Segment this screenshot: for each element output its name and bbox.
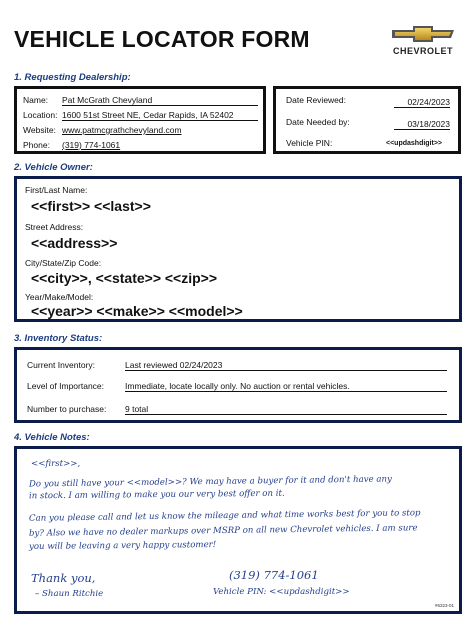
owner-ymm-value: <<year>> <<make>> <<model>>	[31, 303, 243, 319]
note-signature: – Shaun Ritchie	[35, 589, 104, 599]
owner-csz-value: <<city>>, <<state>> <<zip>>	[31, 270, 218, 286]
dealer-name-value: Pat McGrath Chevyland	[62, 95, 258, 106]
section-label-notes: 4. Vehicle Notes:	[14, 432, 90, 443]
current-inventory-value: Last reviewed 02/24/2023	[125, 360, 447, 371]
date-needed-value: 03/18/2023	[394, 119, 450, 130]
dealer-website-label: Website:	[23, 125, 56, 135]
vehicle-pin-label: Vehicle PIN:	[286, 138, 333, 148]
dealer-location-value: 1600 51st Street NE, Cedar Rapids, IA 52402	[62, 110, 258, 121]
section-label-inventory: 3. Inventory Status:	[14, 333, 103, 344]
notes-box	[14, 446, 462, 614]
dealer-phone-link[interactable]: (319) 774-1061	[62, 140, 121, 150]
inventory-box	[14, 347, 462, 423]
note-greeting: <<first>>,	[31, 459, 81, 469]
dealer-phone-label: Phone:	[23, 140, 50, 150]
vehicle-pin-value: <<updashdigit>>	[386, 140, 443, 147]
note-phone: (319) 774-1061	[229, 568, 319, 582]
current-inventory-label: Current Inventory:	[27, 360, 96, 370]
note-p1-line1: Do you still have your <<model>>? We may have a buyer for it and don't have any	[28, 474, 392, 490]
importance-value: Immediate, locate locally only. No auction or rental vehicles.	[125, 381, 447, 392]
owner-name-label: First/Last Name:	[25, 185, 88, 195]
dealer-name-label: Name:	[23, 95, 49, 105]
note-vehicle-pin: Vehicle PIN: <<updashdigit>>	[213, 587, 350, 597]
note-signoff: Thank you,	[31, 571, 96, 585]
dealer-website-link[interactable]: www.patmcgrathchevyland.com	[62, 125, 182, 135]
note-p2-line1: Can you please call and let us know the mileage and what time works best for you to stop	[28, 508, 421, 524]
number-to-purchase-label: Number to purchase:	[27, 404, 107, 414]
form-title: VEHICLE LOCATOR FORM	[14, 26, 310, 52]
section-label-owner: 2. Vehicle Owner:	[14, 162, 93, 173]
dates-box	[273, 86, 461, 154]
date-reviewed-value: 02/24/2023	[394, 97, 450, 108]
form-code: #6323-01	[435, 603, 455, 608]
owner-address-label: Street Address:	[25, 222, 84, 232]
dealer-location-label: Location:	[23, 110, 58, 120]
dealership-box	[14, 86, 266, 154]
number-to-purchase-value: 9 total	[125, 404, 447, 415]
section-label-dealership: 1. Requesting Dealership:	[14, 72, 131, 83]
date-needed-label: Date Needed by:	[286, 117, 350, 127]
note-p2-line3: you will be leaving a very happy customer!	[28, 540, 217, 552]
importance-label: Level of Importance:	[27, 381, 105, 391]
owner-address-value: <<address>>	[31, 235, 118, 251]
owner-name-value: <<first>> <<last>>	[31, 198, 151, 214]
owner-csz-label: City/State/Zip Code:	[25, 258, 102, 268]
owner-box	[14, 176, 462, 322]
note-p1-line2: in stock. I am willing to make you our very best offer on it.	[28, 488, 285, 502]
owner-ymm-label: Year/Make/Model:	[25, 292, 94, 302]
date-reviewed-label: Date Reviewed:	[286, 95, 347, 105]
brand-name: CHEVROLET	[392, 46, 453, 56]
chevrolet-logo	[388, 24, 458, 60]
note-p2-line2: by? Also we have no dealer markups over MSRP on all new Chevrolet vehicles. I am sure	[28, 523, 418, 539]
bowtie-icon	[388, 24, 458, 44]
